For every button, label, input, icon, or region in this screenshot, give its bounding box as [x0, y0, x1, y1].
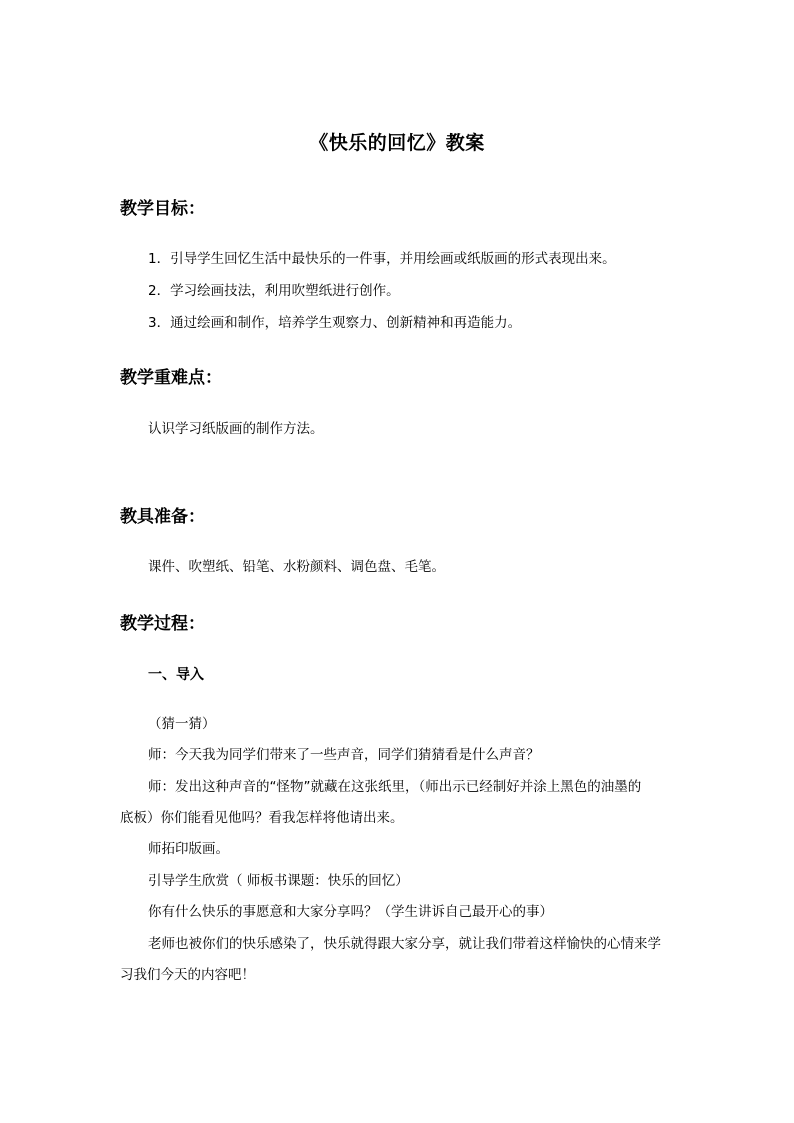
process-line-1: （猜一猜） — [148, 716, 216, 732]
document-title: 《快乐的回忆》教案 — [309, 132, 485, 154]
goal-item-2: 2．学习绘画技法，利用吹塑纸进行创作。 — [148, 283, 400, 299]
process-line-6: 引导学生欣赏（ 师板书课题：快乐的回忆） — [148, 873, 409, 889]
key-points-heading: 教学重难点： — [120, 368, 222, 388]
process-line-8: 老师也被你们的快乐感染了，快乐就得跟大家分享，就让我们带着这样愉快的心情来学 — [148, 936, 661, 952]
materials-text: 课件、吹塑纸、铅笔、水粉颜料、调色盘、毛笔。 — [148, 559, 445, 575]
process-line-9: 习我们今天的内容吧！ — [120, 967, 255, 983]
goal-item-1: 1．引导学生回忆生活中最快乐的一件事，并用绘画或纸版画的形式表现出来。 — [148, 251, 616, 267]
key-points-text: 认识学习纸版画的制作方法。 — [148, 421, 324, 437]
process-line-7: 你有什么快乐的事愿意和大家分享吗？（学生讲诉自己最开心的事） — [148, 904, 553, 920]
process-step1-heading: 一、导入 — [148, 667, 204, 683]
process-line-2: 师：今天我为同学们带来了一些声音，同学们猜猜看是什么声音？ — [148, 747, 540, 763]
goals-heading: 教学目标： — [120, 199, 205, 219]
process-line-4: 底板）你们能看见他吗？看我怎样将他请出来。 — [120, 810, 404, 826]
materials-heading: 教具准备： — [120, 507, 205, 527]
process-line-3: 师：发出这种声音的“怪物”就藏在这张纸里，（师出示已经制好并涂上黑色的油墨的 — [148, 779, 642, 795]
process-line-5: 师拓印版画。 — [148, 841, 229, 857]
process-heading: 教学过程： — [120, 614, 205, 634]
goal-item-3: 3．通过绘画和制作，培养学生观察力、创新精神和再造能力。 — [148, 315, 522, 331]
